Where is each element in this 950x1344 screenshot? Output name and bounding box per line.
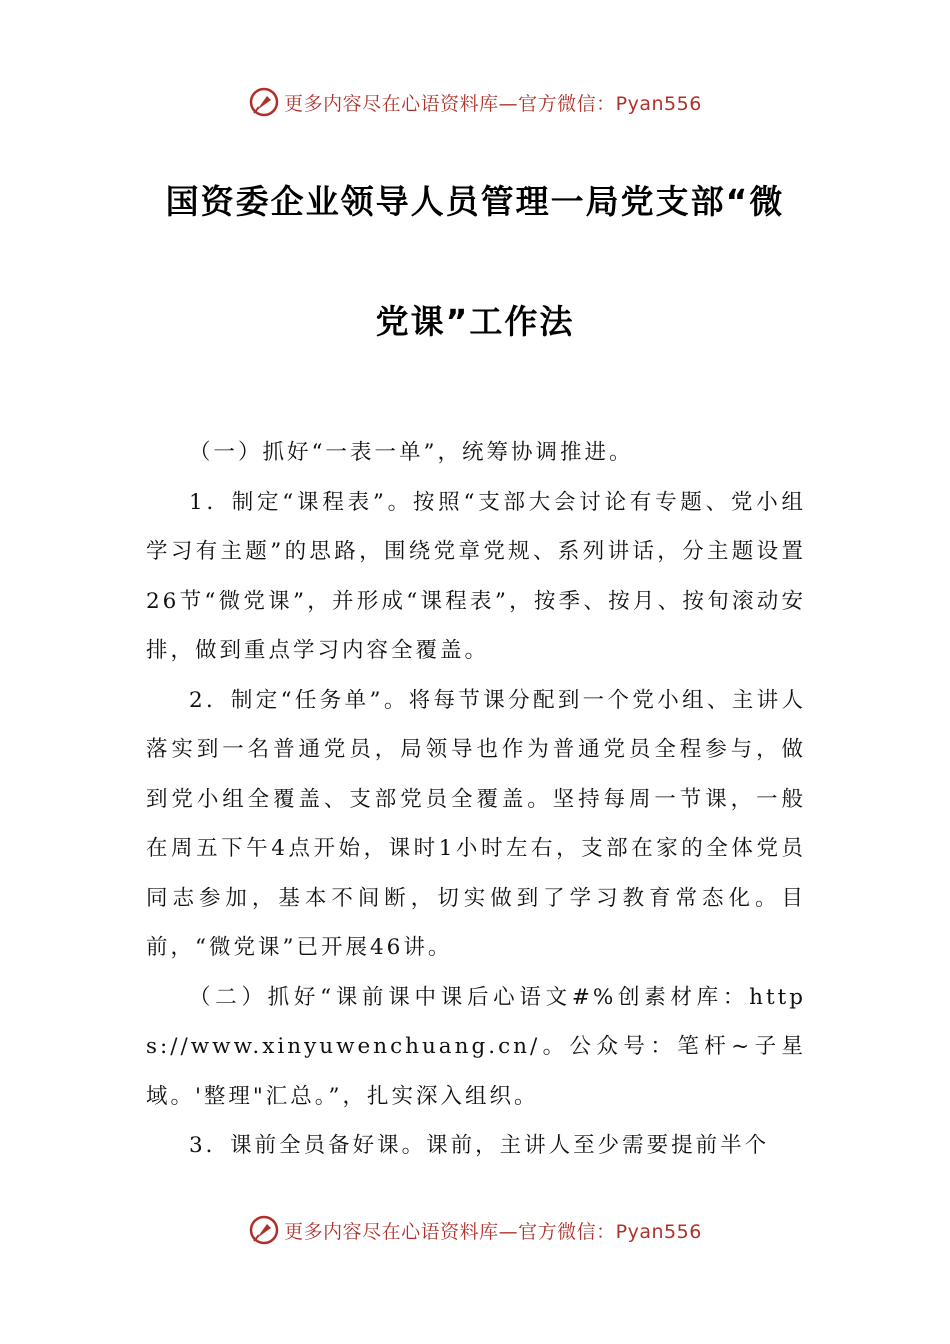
document-body <box>146 428 806 1171</box>
pen-nib-icon <box>248 1214 280 1246</box>
section-heading-2: （二）抓好“课前课中课后心语文#%创素材库：https://www.xinyuwenchuang.cn/。公众号：笔杆~子星域。'整理"汇总。”，扎实深入组织。 <box>146 984 806 1109</box>
document-title-line-1: 国资委企业领导人员管理一局党支部“微 <box>165 182 785 221</box>
document-title-line-2: 党课”工作法 <box>375 302 575 341</box>
paragraph-pre-class: 3．课前全员备好课。课前，主讲人至少需要提前半个 <box>189 1133 770 1158</box>
pen-nib-icon <box>248 86 280 118</box>
section-heading-1: （一）抓好“一表一单”，统筹协调推进。 <box>189 440 634 465</box>
watermark-text: 更多内容尽在心语资料库—官方微信：Pyan556 <box>284 92 702 115</box>
watermark-banner-bottom <box>0 1210 950 1250</box>
paragraph-task-list: 2．制定“任务单”。将每节课分配到一个党小组、主讲人落实到一名普通党员，局领导也作为普通党员全程参与，做到党小组全覆盖、支部党员全覆盖。坚持每周一节课，一般在周五下午4点开始，课时1小时左右，支部在家的全体党员同志参加，基本不间断，切实做到了学习教育常态化。目前，“微党课”已开展46讲。 <box>146 687 806 960</box>
watermark-text: 更多内容尽在心语资料库—官方微信：Pyan556 <box>284 1220 702 1243</box>
watermark-banner-top <box>0 82 950 122</box>
paragraph-course-schedule: 1．制定“课程表”。按照“支部大会讨论有专题、党小组学习有主题”的思路，围绕党章党规、系列讲话，分主题设置26节“微党课”，并形成“课程表”，按季、按月、按旬滚动安排，做到重点学习内容全覆盖。 <box>146 489 806 663</box>
